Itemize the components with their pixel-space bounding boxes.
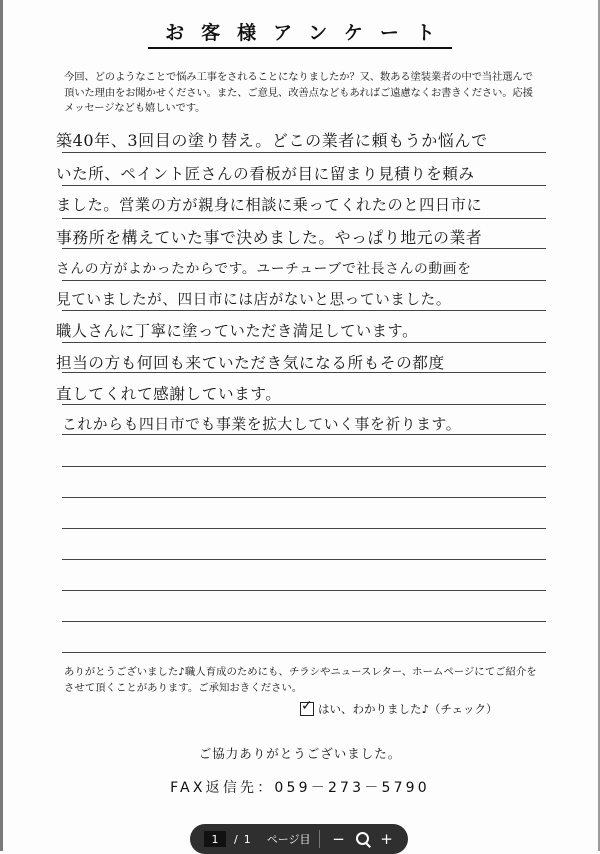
ruled-line (62, 280, 546, 281)
ruled-line (62, 559, 546, 560)
toolbar-divider (319, 830, 320, 848)
ruled-line (62, 310, 546, 311)
answer-line-3: ました。営業の方が親身に相談に乗ってくれたのと四日市に (56, 196, 483, 214)
ruled-line (62, 621, 546, 622)
pdf-viewer-toolbar (190, 824, 408, 854)
magnifier-icon[interactable] (353, 829, 373, 849)
minus-icon: − (332, 830, 345, 848)
ruled-line (62, 218, 546, 219)
answer-line-8: 担当の方も何回も来ていただき気になる所もその都度 (56, 354, 445, 372)
ruled-line (62, 652, 546, 653)
answer-line-1: 築40年、3回目の塗り替え。どこの業者に頼もうか悩んで (56, 131, 488, 150)
page-total: 1 (243, 832, 251, 846)
answer-line-5: さんの方がよかったからです。ユーチューブで社長さんの動画を (56, 261, 472, 277)
consent-label: はい、わかりました♪（チェック） (318, 702, 498, 716)
closing-thanks: ご協力ありがとうございました。 (198, 746, 402, 761)
ruled-line (62, 152, 546, 153)
survey-title-text: お客様アンケート (148, 18, 452, 49)
answer-line-9: 直してくれて感謝しています。 (56, 385, 282, 403)
answer-line-10: これからも四日市でも事業を拡大していく事を祈ります。 (62, 416, 462, 433)
consent-checkbox[interactable] (300, 702, 314, 716)
consent-checkbox-row[interactable] (300, 701, 498, 717)
ruled-line (62, 590, 546, 591)
zoom-in-button[interactable] (376, 830, 398, 848)
ruled-line (62, 434, 546, 435)
page-mode-label: ページ目 (266, 833, 311, 846)
ruled-line (62, 342, 546, 343)
answer-line-6: 見ていましたが、四日市には店がないと思っていました。 (56, 291, 452, 308)
page-separator: / (234, 832, 238, 846)
fax-number: FAX返信先：059－273－5790 (170, 780, 430, 796)
plus-icon: + (380, 830, 393, 848)
publication-notice: ありがとうございました♪職人育成のためにも、チラシやニュースレター、ホームページにてご紹介をさせて頂くことがあります。ご承知おきください。 (64, 666, 537, 694)
answer-line-7: 職人さんに丁寧に塗っていただき満足しています。 (56, 322, 418, 340)
page-number-input[interactable]: 1 (204, 831, 226, 847)
ruled-line (62, 528, 546, 529)
ruled-line (62, 404, 546, 405)
survey-question: 今回、どのようなことで悩み工事をされることになりましたか？又、数ある塗装業者の中で当社選んで頂いた理由をお聞かせください。また、ご意見、改善点などもあればご遠慮なくお書きください。応援メッセージなども嬉しいです。 (64, 71, 533, 114)
answer-line-4: 事務所を構えていた事で決めました。やっぱり地元の業者 (56, 228, 483, 247)
answer-line-2: いた所、ペイント匠さんの看板が目に留まり見積りを頼み (56, 165, 475, 183)
ruled-line (62, 248, 546, 249)
ruled-line (62, 466, 546, 467)
page-edge-left (0, 0, 3, 851)
ruled-line (62, 185, 546, 186)
ruled-line (62, 497, 546, 498)
zoom-out-button[interactable] (328, 830, 350, 848)
